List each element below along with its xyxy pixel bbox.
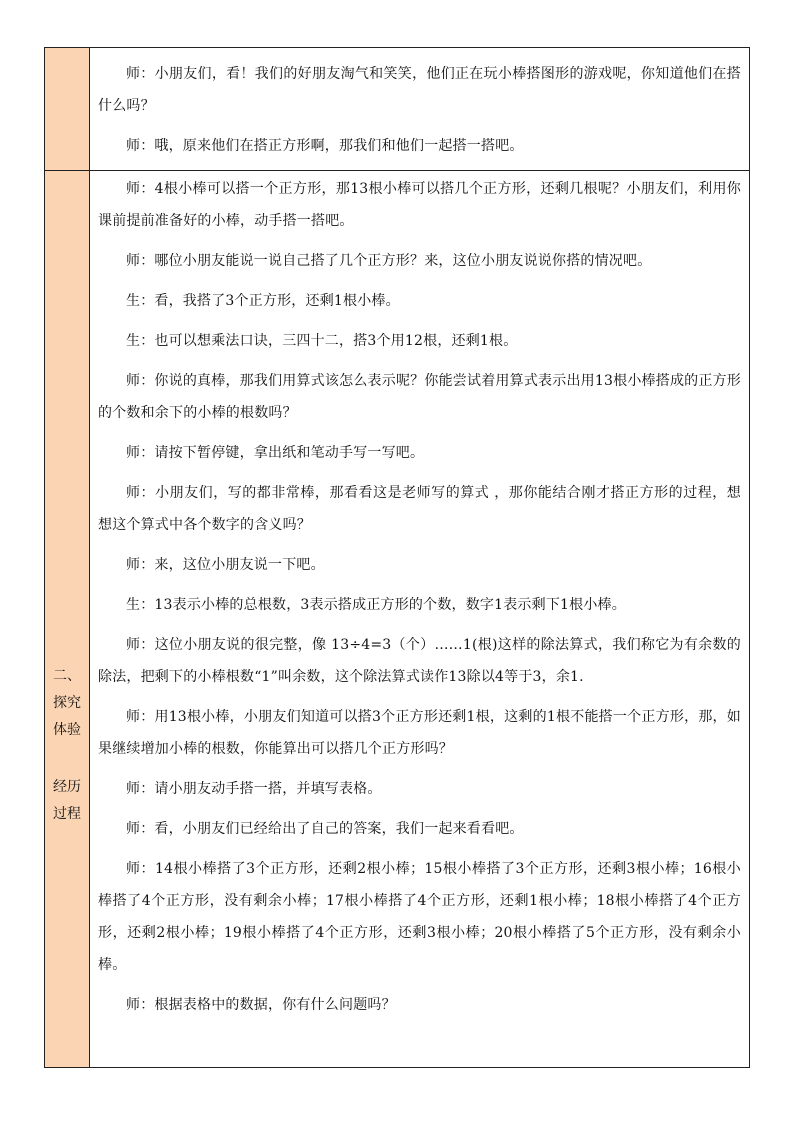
paragraph: 师：小朋友们，写的都非常棒，那看看这是老师写的算式 ，那你能结合刚才搭正方形的过程，想想这个算式中各个数字的含义吗？ xyxy=(98,485,741,533)
paragraph: 师：这位小朋友说的很完整，像 13÷4=3（个）……1(根)这样的除法算式，我们称它为有余数的除法，把剩下的小棒根数“1”叫余数，这个除法算式读作13除以4等于3，余1. xyxy=(98,637,741,685)
content-cell-intro xyxy=(90,48,750,171)
paragraph: 师：4根小棒可以搭一个正方形，那13根小棒可以搭几个正方形，还剩几根呢？小朋友们，利用你课前提前准备好的小棒，动手搭一搭吧。 xyxy=(98,181,741,229)
paragraph: 生：看，我搭了3个正方形，还剩1根小棒。 xyxy=(126,293,400,309)
side-label-cell-empty xyxy=(45,48,90,171)
content-cell-explore xyxy=(90,171,750,1068)
paragraph: 师：来，这位小朋友说一下吧。 xyxy=(126,557,325,573)
paragraph: 生：13表示小棒的总根数，3表示搭成正方形的个数，数字1表示剩下1根小棒。 xyxy=(126,597,626,613)
paragraph: 生：也可以想乘法口诀，三四十二，搭3个用12根，还剩1根。 xyxy=(126,333,518,349)
paragraph: 师：请小朋友动手搭一搭，并填写表格。 xyxy=(126,781,382,797)
paragraph: 师：根据表格中的数据，你有什么问题吗？ xyxy=(126,997,396,1013)
side-label-line: 过程 xyxy=(53,806,81,822)
side-label-gap xyxy=(45,744,89,774)
side-label-cell xyxy=(45,171,90,1068)
side-label xyxy=(45,171,89,828)
table-row-explore xyxy=(45,171,750,1068)
paragraph: 师：你说的真棒，那我们用算式该怎么表示呢？你能尝试着用算式表示出用13根小棒搭成的正方形的个数和余下的小棒的根数吗？ xyxy=(98,373,741,421)
paragraph: 师：小朋友们，看！我们的好朋友淘气和笑笑，他们正在玩小棒搭图形的游戏呢，你知道他们在搭什么吗？ xyxy=(98,66,741,114)
paragraph: 师：用13根小棒，小朋友们知道可以搭3个正方形还剩1根，这剩的1根不能搭一个正方形，那，如果继续增加小棒的根数，你能算出可以搭几个正方形吗？ xyxy=(98,709,741,757)
table-row-intro xyxy=(45,48,750,171)
side-label-line: 二、 xyxy=(53,668,81,684)
paragraph: 师：14根小棒搭了3个正方形，还剩2根小棒；15根小棒搭了3个正方形，还剩3根小棒；16根小棒搭了4个正方形，没有剩余小棒；17根小棒搭了4个正方形，还剩1根小棒；18根小棒搭了4个正方形，还剩2根小棒；19根小棒搭了4个正方形，还剩3根小棒；20根小棒搭了5个正方形，没有剩余小棒。 xyxy=(98,861,741,973)
side-label-line: 经历 xyxy=(53,779,81,795)
side-label-line: 探究 xyxy=(53,695,81,711)
paragraph: 师：看，小朋友们已经给出了自己的答案，我们一起来看看吧。 xyxy=(126,821,524,837)
paragraph: 师：请按下暂停键，拿出纸和笔动手写一写吧。 xyxy=(126,445,425,461)
paragraph: 师：哪位小朋友能说一说自己搭了几个正方形？来，这位小朋友说说你搭的情况吧。 xyxy=(126,253,652,269)
paragraph: 师：哦，原来他们在搭正方形啊，那我们和他们一起搭一搭吧。 xyxy=(126,138,524,154)
lesson-plan-table xyxy=(44,47,750,1068)
side-label-line: 体验 xyxy=(53,722,81,738)
